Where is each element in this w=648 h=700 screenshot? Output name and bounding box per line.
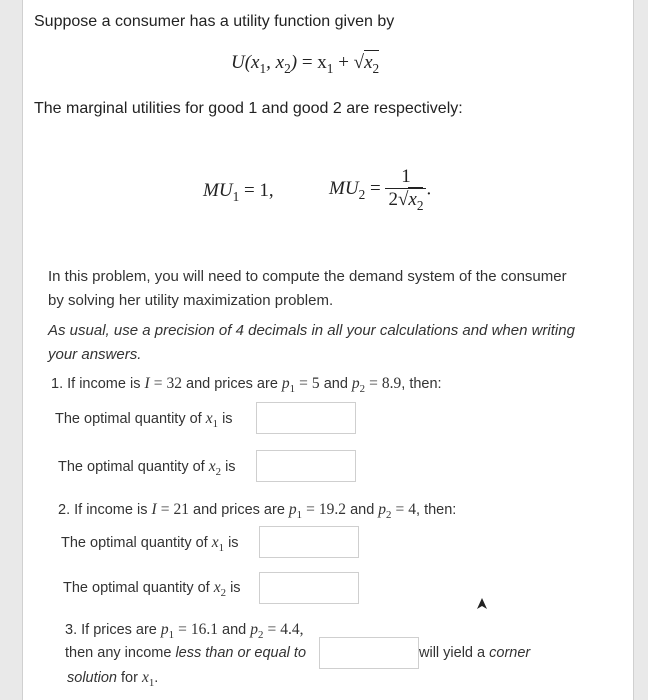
precision-text-line2: your answers. [48,346,142,363]
q1-x2-label: The optimal quantity of $x_2$ is [58,458,236,479]
q3-line2: then any income less than or equal to [65,645,307,661]
utility-equation: $U(x_1$, $x_2) = x_1 + √x_2$ [231,52,380,76]
q3-after-box: will yield a corner [419,645,531,661]
mu1-equation: $MU_1 = 1$, [203,180,274,204]
q2-x2-answer-input[interactable] [259,572,359,604]
q2-x2-label: The optimal quantity of $x_2$ is [63,579,241,600]
problem-text-line1: In this problem, you will need to compute the demand system of the consumer [48,268,567,285]
problem-text-line2: by solving her utility maximization problem. [48,292,334,309]
q1-statement: 1. If income is I = 32 and prices are $p_1 = 5$ and $p_2 = 8.9$, then: [51,375,442,396]
q2-statement: 2. If income is I = 21 and prices are $p_1 = 19.2$ and $p_2 = 4$, then: [58,501,457,522]
precision-text-line1: As usual, use a precision of 4 decimals in all your calculations and when writing [48,322,575,339]
mouse-cursor-icon [476,597,488,611]
mu2-equation: $MU_2$ = $\frac{1}{2√x_2}$ . [329,166,432,213]
marginal-text: The marginal utilities for good 1 and good 2 are respectively: [34,100,463,117]
q2-x1-answer-input[interactable] [259,526,359,558]
q3-statement: 3. If prices are $p_1 = 16.1$ and $p_2 = 4.4$, [65,621,304,642]
q1-x1-answer-input[interactable] [256,402,356,434]
q3-line3: solution for $x_1$. [67,669,159,690]
q3-income-answer-input[interactable] [319,637,419,669]
intro-text: Suppose a consumer has a utility function given by [34,13,395,30]
q1-x2-answer-input[interactable] [256,450,356,482]
q1-x1-label: The optimal quantity of $x_1$ is [55,410,233,431]
question-page [22,0,634,700]
q2-x1-label: The optimal quantity of $x_1$ is [61,534,239,555]
